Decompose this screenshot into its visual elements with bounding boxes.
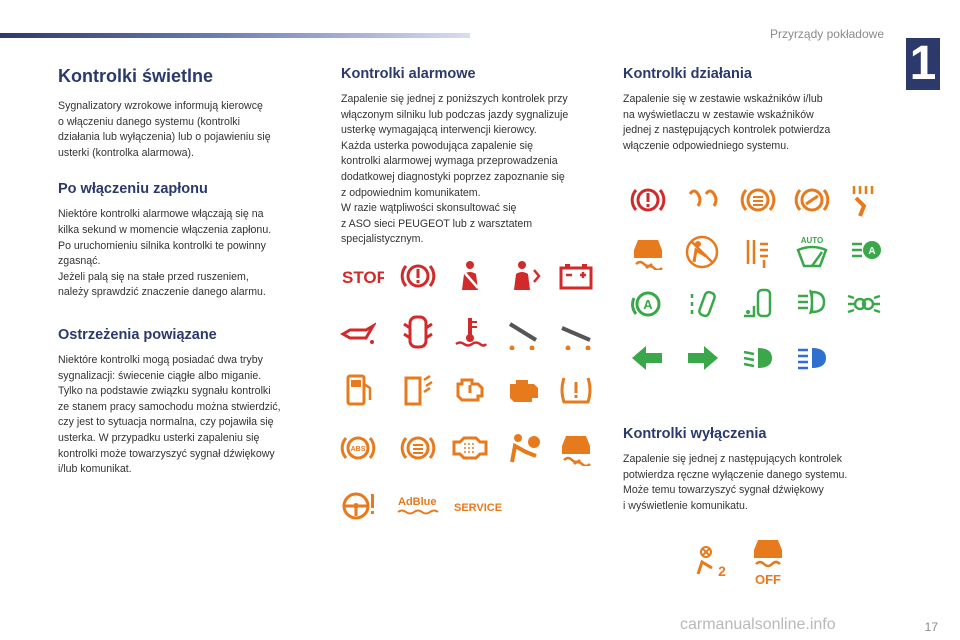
power-steering-icon [340, 488, 376, 524]
fuel-heater-icon [740, 234, 776, 270]
foot-brake-icon [794, 182, 830, 218]
engine-warning-icon [452, 372, 488, 408]
stop-start-icon [630, 286, 666, 322]
abs-label: ABS [350, 446, 366, 453]
park-assist-icon [740, 286, 776, 322]
chapter-number: 1 [906, 38, 940, 90]
heading-function: Kontrolki działania [623, 66, 752, 82]
dipped-beam-icon [740, 340, 776, 376]
deactivation-text: Zapalenie się jednej z następujących kontrolek potwierdza ręczne wyłączenie danego systemu. Może temu towarzyszyć sygnał dźwiękowy i wyświetlenie komunikatu. [623, 453, 848, 512]
auto-headlamp-icon [848, 234, 884, 270]
service-label: SERVICE [454, 502, 502, 514]
heading-ignition: Po włączeniu zapłonu [58, 181, 208, 198]
fuel-filter-icon [400, 372, 436, 408]
parking-sensor-icon [684, 286, 720, 322]
auto-wiper-icon [792, 234, 832, 270]
column-function [623, 66, 898, 154]
stability-off-icon [748, 536, 788, 588]
off-label: OFF [755, 572, 781, 587]
heading-alarm: Kontrolki alarmowe [341, 66, 476, 82]
function-icons [622, 182, 892, 382]
intro-text: Sygnalizatory wzrokowe informują kierowcę o włączeniu danego systemu (kontrolki działania lub wyłączenia) lub o pojawieniu się usterki (kontrolka alarmowa). [58, 100, 271, 159]
left-indicator-icon [630, 340, 666, 376]
abs-icon [340, 430, 376, 466]
auto-label: AUTO [800, 236, 824, 245]
engine-fault-icon [506, 372, 542, 408]
fuel-low-icon [340, 372, 376, 408]
anti-slip-icon [630, 234, 666, 270]
brake-warning-function-icon [630, 182, 666, 218]
brake-pad-function-icon [740, 182, 776, 218]
section-title: Przyrządy pokładowe [769, 27, 884, 41]
function-text: Zapalenie się w zestawie wskaźników i/lub na wyświetlaczu w zestawie wskaźników jednej z następujących kontrolek potwierdza włączenie odpowiedniego systemu. [623, 93, 831, 152]
brake-pad-icon [400, 430, 436, 466]
page-title: Kontrolki świetlne [58, 66, 214, 86]
brake-warning-icon [400, 258, 436, 294]
service-icon [452, 488, 502, 524]
particle-filter-icon [452, 430, 488, 466]
adblue-icon [396, 488, 442, 524]
passenger-seatbelt-icon [506, 258, 542, 294]
glow-plug-icon [684, 182, 720, 218]
adblue-label: AdBlue [398, 496, 437, 508]
battery-icon [558, 258, 594, 294]
front-fog-icon [794, 286, 830, 322]
svg-text:A: A [643, 297, 653, 312]
gear-shift-icon [846, 182, 882, 218]
main-beam-icon [794, 340, 830, 376]
column-deactivation [623, 426, 898, 514]
svg-text:A: A [868, 246, 876, 257]
column-intro [58, 66, 328, 478]
page-number: 17 [924, 620, 938, 634]
ignition-text: Niektóre kontrolki alarmowe włączają się na kilka sekund w momencie włączenia zapłonu. Po uruchomieniu silnika kontrolki te powinny zgasnąć. Jeżeli palą się na stałe przed ruszeniem, należy sprawdzić znaczenie danego alarmu. [58, 208, 272, 299]
related-text: Niektóre kontrolki mogą posiadać dwa tryby sygnalizacji: świecenie ciągłe albo miganie. Tylko na podstawie związku sygnału kontrolki ze stanem pracy samochodu można stwierdzić, czy jest to sytuacja normalna, czy pojawiła się usterka. W przypadku usterki zapaleniu się kontrolki może towarzyszyć sygnał dźwiękowy i/lub komunikat. [58, 353, 281, 476]
watermark: carmanualsonline.info [680, 616, 836, 633]
deactivation-icons [690, 536, 810, 592]
alarm-text: Zapalenie się jednej z poniższych kontrolek przy włączonym silniku lub podczas jazdy sygnalizuje usterkę wymagającą interwencji kierowcy. Każda usterka powodująca zapalenie się kontrolki alarmowej wymaga przeprowadzenia dodatkowej diagnostyki poprzez zapoznanie się z odpowiednim komunikatem. W razie wątpliwości skonsultować się z ASO sieci PEUGEOT lub z warsztatem specjalistycznym. [341, 93, 569, 246]
header-bar [0, 33, 470, 38]
stability-control-icon [558, 430, 594, 466]
stop-icon [340, 258, 384, 294]
coolant-temp-icon [452, 314, 488, 350]
column-alarm [341, 66, 611, 248]
airbag-deactivated-icon [694, 544, 730, 580]
airbag-off-icon [684, 234, 720, 270]
parking-brake-icon [506, 314, 542, 350]
right-indicator-icon [684, 340, 720, 376]
oil-pressure-icon [340, 314, 376, 350]
seatbelt-icon [452, 258, 488, 294]
alarm-icons [340, 258, 610, 528]
heading-related: Ostrzeżenia powiązane [58, 326, 217, 343]
door-open-icon [400, 314, 436, 350]
svg-text:2: 2 [718, 563, 726, 579]
stop-label: STOP [342, 268, 384, 287]
airbag-icon [506, 430, 542, 466]
heading-deactivation: Kontrolki wyłączenia [623, 426, 767, 442]
sidelamp-icon [846, 286, 882, 322]
electric-brake-icon [558, 314, 594, 350]
tyre-pressure-icon [558, 372, 594, 408]
